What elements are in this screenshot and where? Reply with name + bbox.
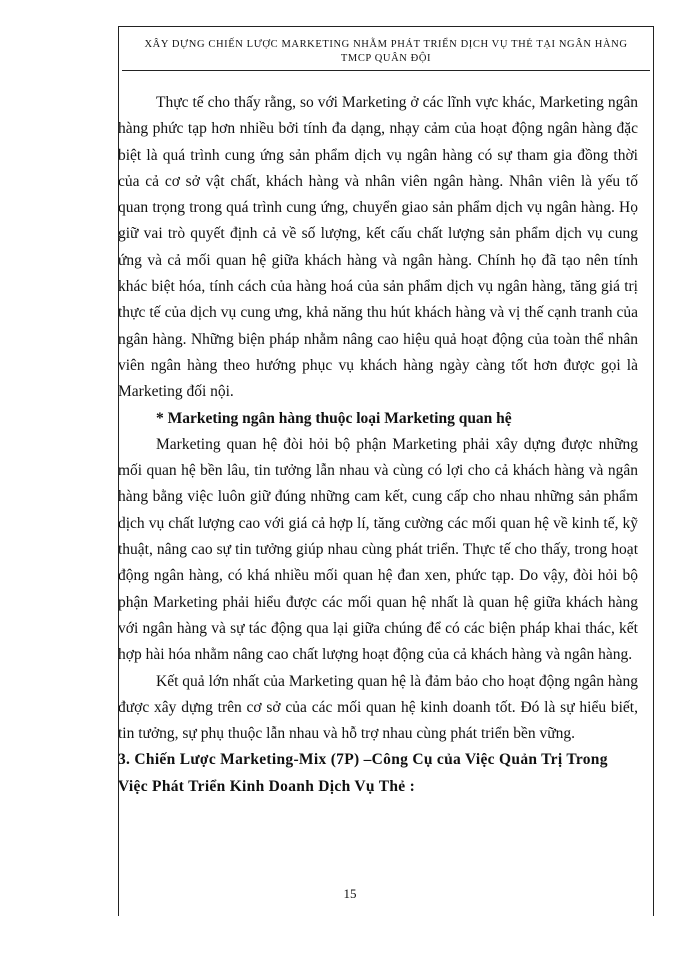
page-number: 15 [343, 886, 357, 901]
paragraph-internal-marketing: Thực tế cho thấy rằng, so với Marketing ở các lĩnh vực khác, Marketing ngân hàng phức tạp hơn nhiều bởi tính đa dạng, nhạy cảm của hoạt động ngân hàng đặc biệt là quá trình cung ứng sản phẩm dịch vụ ngân hàng có sự tham gia đồng thời của cả cơ sở vật chất, khách hàng và nhân viên ngân hàng. Nhân viên là yếu tố quan trọng trong quá trình cung ứng, chuyển giao sản phẩm dịch vụ ngân hàng. Họ giữ vai trò quyết định cả về số lượng, kết cấu chất lượng sản phẩm dịch vụ cung ứng và cả mối quan hệ giữa khách hàng và ngân hàng. Chính họ đã tạo nên tính khác biệt hóa, tính cách của hàng hoá của sản phẩm dịch vụ ngân hàng, tăng giá trị thực tế của dịch vụ cung ưng, khả năng thu hút khách hàng và vị thế cạnh tranh của ngân hàng. Những biện pháp nhằm nâng cao hiệu quả hoạt động của toàn thể nhân viên ngân hàng theo hướng phục vụ khách hàng ngày càng tốt hơn được gọi là Marketing đối nội. [118, 94, 638, 401]
running-header [122, 38, 650, 71]
paragraph-relationship-marketing: Marketing quan hệ đòi hỏi bộ phận Marketing phải xây dựng được những mối quan hệ bền lâu, tin tưởng lẫn nhau và cùng có lợi cho cả khách hàng và ngân hàng bằng việc luôn giữ đúng những cam kết, cung cấp cho nhau những sản phẩm dịch vụ chất lượng cao với giá cả hợp lí, tăng cường các mối quan hệ về kinh tế, kỹ thuật, nâng cao sự tin tưởng giúp nhau cùng phát triển. Thực tế cho thấy, trong hoạt động ngân hàng, có khá nhiều mối quan hệ đan xen, phức tạp. Do vậy, đòi hỏi bộ phận Marketing phải hiểu được các mối quan hệ nhất là quan hệ giữa khách hàng với ngân hàng và sự tác động qua lại giữa chúng để có các biện pháp khai thác, kết hợp hài hóa nhằm nâng cao chất lượng hoạt động của cả khách hàng và ngân hàng. [118, 435, 638, 664]
section-heading-marketing-mix: 3. Chiến Lược Marketing-Mix (7P) –Công Cụ của Việc Quản Trị Trong Việc Phát Triển Kinh Doanh Dịch Vụ Thẻ : [118, 751, 608, 795]
header-title-line-1: XÂY DỰNG CHIẾN LƯỢC MARKETING NHẰM PHÁT TRIỂN DỊCH VỤ THẺ TẠI NGÂN HÀNG [144, 39, 628, 50]
paragraph-relationship-result: Kết quả lớn nhất của Marketing quan hệ là đảm bảo cho hoạt động ngân hàng được xây dựng trên cơ sở của các mối quan hệ kinh doanh tốt. Đó là sự hiểu biết, tin tưởng, sự phụ thuộc lẫn nhau và hỗ trợ nhau cùng phát triển bền vững. [118, 672, 638, 743]
subheading-relationship-marketing: * Marketing ngân hàng thuộc loại Marketing quan hệ [156, 409, 512, 427]
document-body [118, 90, 638, 800]
header-title-line-2: TMCP QUÂN ĐỘI [340, 53, 432, 64]
